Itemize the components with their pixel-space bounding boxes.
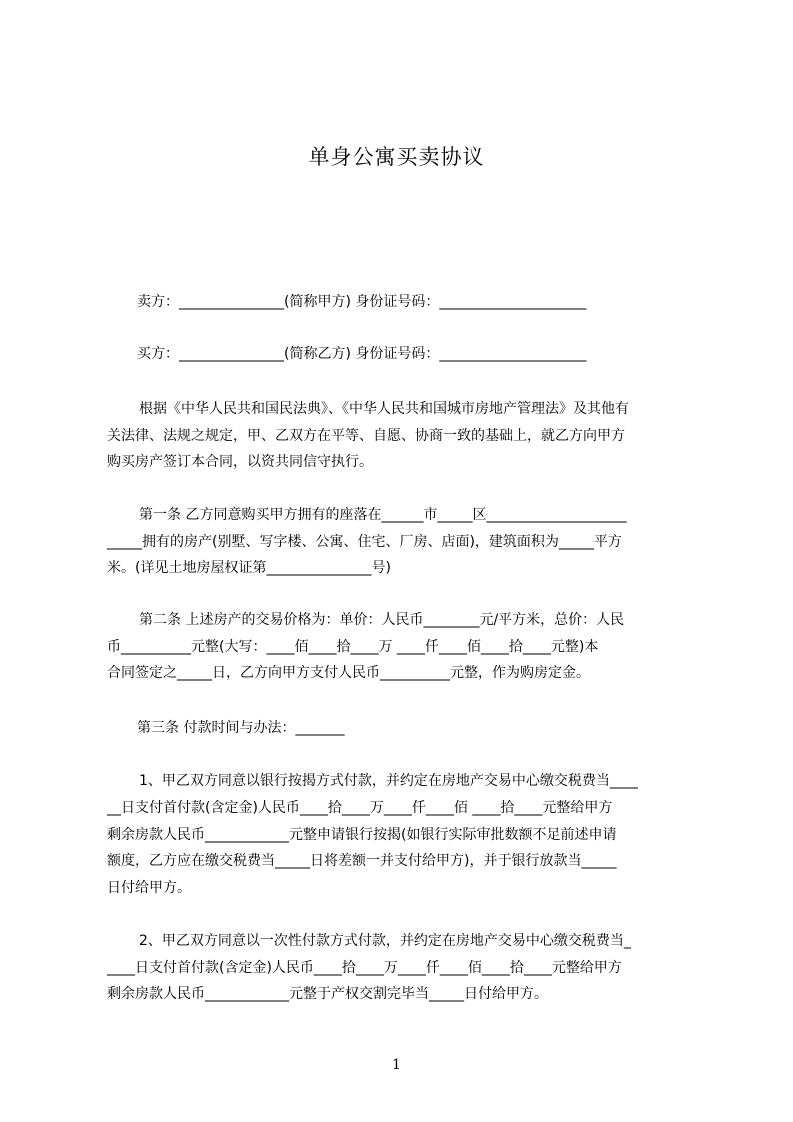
- clause-1-line: __日支付首付款(含定金)人民币____拾____万____仟____佰 ____拾____元整给甲方: [107, 800, 613, 816]
- buyer-line: 买方：_______________(简称乙方) 身份证号码：_____________________: [137, 346, 587, 362]
- clause-2-line: 2、甲乙双方同意以一次性付款方式付款，并约定在房地产交易中心缴交税费当_: [139, 933, 631, 949]
- article-1-line: 米。(详见土地房屋权证第_______________号): [107, 560, 391, 576]
- article-3-line: 第三条 付款时间与办法：_______: [137, 720, 345, 736]
- clause-1-line: 日付给甲方。: [107, 880, 191, 896]
- document-title: 单身公寓买卖协议: [308, 145, 485, 169]
- seller-line: 卖方：_______________(简称甲方) 身份证号码：_____________________: [137, 294, 587, 310]
- article-2-line: 合同签定之_____日，乙方向甲方支付人民币__________元整，作为购房定金。: [107, 665, 590, 681]
- clause-1-line: 剩余房款人民币____________元整申请银行按揭(如银行实际审批数额不足前述申请: [107, 827, 617, 843]
- clause-1-line: 1、甲乙双方同意以银行按揭方式付款，并约定在房地产交易中心缴交税费当____: [139, 773, 638, 789]
- preamble-line: 关法律、法规之规定，甲、乙双方在平等、自愿、协商一致的基础上，就乙方向甲方: [107, 428, 625, 444]
- preamble-line: 根据《中华人民共和国民法典》、《中华人民共和国城市房地产管理法》及其他有: [139, 401, 629, 417]
- article-1-line: 第一条 乙方同意购买甲方拥有的座落在______市_____区____________________: [139, 507, 627, 523]
- preamble-line: 购买房产签订本合同，以资共同信守执行。: [107, 454, 373, 470]
- article-2-line: 第二条 上述房产的交易价格为：单价：人民币________元/平方米，总价：人民: [139, 612, 625, 628]
- article-1-line: _____拥有的房产(别墅、写字楼、公寓、住宅、厂房、店面)，建筑面积为_____平方: [107, 534, 622, 550]
- clause-2-line: ____日支付首付款(含定金)人民币____拾____万____仟____佰____拾____元整给甲方: [107, 960, 622, 976]
- clause-1-line: 额度，乙方应在缴交税费当_____日将差额一并支付给甲方)，并于银行放款当_____: [107, 853, 617, 869]
- page-number: 1: [392, 1057, 401, 1073]
- clause-2-line: 剩余房款人民币____________元整于产权交割完毕当_____日付给甲方。: [107, 986, 548, 1002]
- article-2-line: 币__________元整(大写：____佰____拾____万 ____仟____佰____拾____元整)本: [107, 639, 599, 655]
